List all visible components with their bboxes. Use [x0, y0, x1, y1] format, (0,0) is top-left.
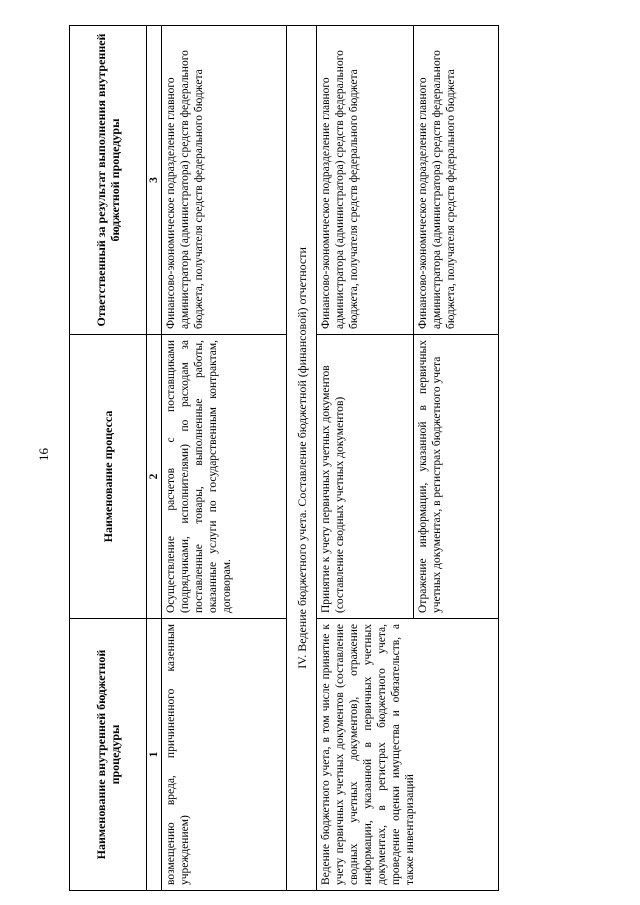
budget-procedures-sheet [69, 26, 497, 891]
column-number-1: 1 [147, 619, 162, 891]
header-process: Наименование процесса [70, 335, 147, 619]
table-row [162, 26, 287, 891]
section-title: IV. Ведение бюджетного учета. Составление бюджетной (финансовой) отчетности [287, 26, 317, 891]
process-cell: Осуществление расчетов с поставщиками (подрядчиками, исполнителями) по расходам за поставленные товары, выполненные работы, оказанные услуги по государственным контрактам, договорам. [162, 335, 287, 619]
responsible-cell: Финансово-экономическое подразделение главного администратора (администратора) средств федерального бюджета, получателя средств федерального бюджета [317, 26, 414, 335]
procedure-cell: возмещению вреда, причиненного казенным учреждением) [162, 619, 287, 891]
page-number: 16 [36, 448, 51, 461]
table-row [317, 26, 414, 891]
column-number-2: 2 [147, 335, 162, 619]
responsible-cell: Финансово-экономическое подразделение главного администратора (администратора) средств федерального бюджета, получателя средств федерального бюджета [162, 26, 287, 335]
budget-procedures-table [69, 25, 499, 891]
header-procedure: Наименование внутренней бюджетной процедуры [70, 619, 147, 891]
process-cell: Принятие к учету первичных учетных документов (составление сводных учетных документов) [317, 335, 414, 619]
header-responsible: Ответственный за результат выполнения внутренней бюджетной процедуры [70, 26, 147, 335]
column-number-3: 3 [147, 26, 162, 335]
responsible-cell: Финансово-экономическое подразделение главного администратора (администратора) средств федерального бюджета, получателя средств федерального бюджета [414, 26, 499, 335]
procedure-cell: Ведение бюджетного учета, в том числе принятие к учету первичных учетных документов (составление сводных учетных документов), отражение информации, указанной в первичных учетных документах, в регистрах бюджетного учета, проведение оценки имущества и обязательств, а также инвентаризаций [317, 619, 499, 891]
process-cell: Отражение информации, указанной в первичных учетных документах, в регистрах бюджетного учета [414, 335, 499, 619]
